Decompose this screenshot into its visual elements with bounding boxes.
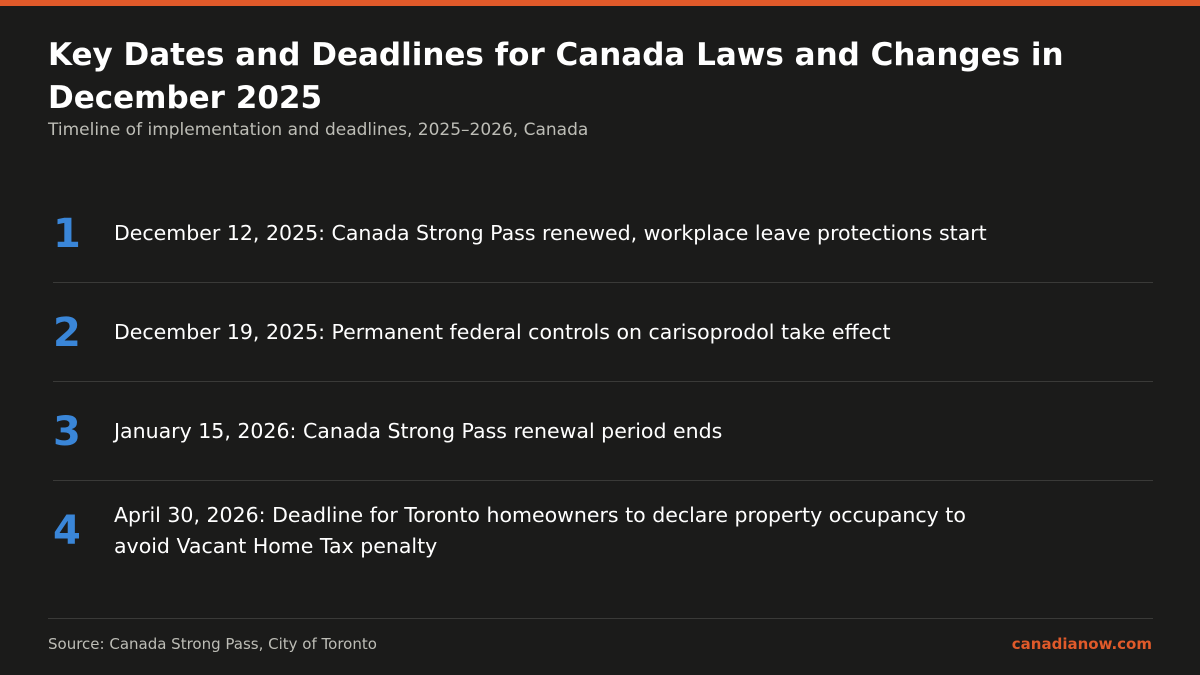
timeline-item	[53, 481, 1153, 580]
timeline-item-number: 1	[53, 210, 81, 257]
timeline-item-number: 4	[53, 507, 81, 554]
timeline-item-label: December 12, 2025: Canada Strong Pass renewed, workplace leave protections start	[114, 221, 987, 245]
top-accent-bar	[0, 0, 1200, 6]
timeline-item-number: 2	[53, 309, 81, 356]
header	[48, 34, 1148, 141]
brand-link[interactable]: canadianow.com	[1011, 635, 1152, 653]
timeline-item-text	[114, 283, 1014, 382]
page-title: Key Dates and Deadlines for Canada Laws and Changes in December 2025	[48, 37, 1064, 116]
footer-divider	[48, 618, 1153, 619]
timeline-item	[53, 184, 1153, 283]
timeline-item-label: January 15, 2026: Canada Strong Pass renewal period ends	[114, 419, 723, 443]
timeline-item-label: December 19, 2025: Permanent federal controls on carisoprodol take effect	[114, 320, 891, 344]
timeline-item-number: 3	[53, 408, 81, 455]
timeline-item-label: April 30, 2026: Deadline for Toronto homeowners to declare property occupancy to avoid Vacant Home Tax penalty	[114, 502, 966, 558]
page-subtitle: Timeline of implementation and deadlines, 2025–2026, Canada	[48, 120, 589, 140]
source-note: Source: Canada Strong Pass, City of Toronto	[48, 635, 377, 653]
timeline-item-text	[114, 481, 1014, 580]
timeline-item-text	[114, 382, 1014, 481]
timeline-item	[53, 283, 1153, 382]
timeline-list	[53, 184, 1153, 580]
timeline-item-text	[114, 184, 1014, 283]
timeline-item	[53, 382, 1153, 481]
